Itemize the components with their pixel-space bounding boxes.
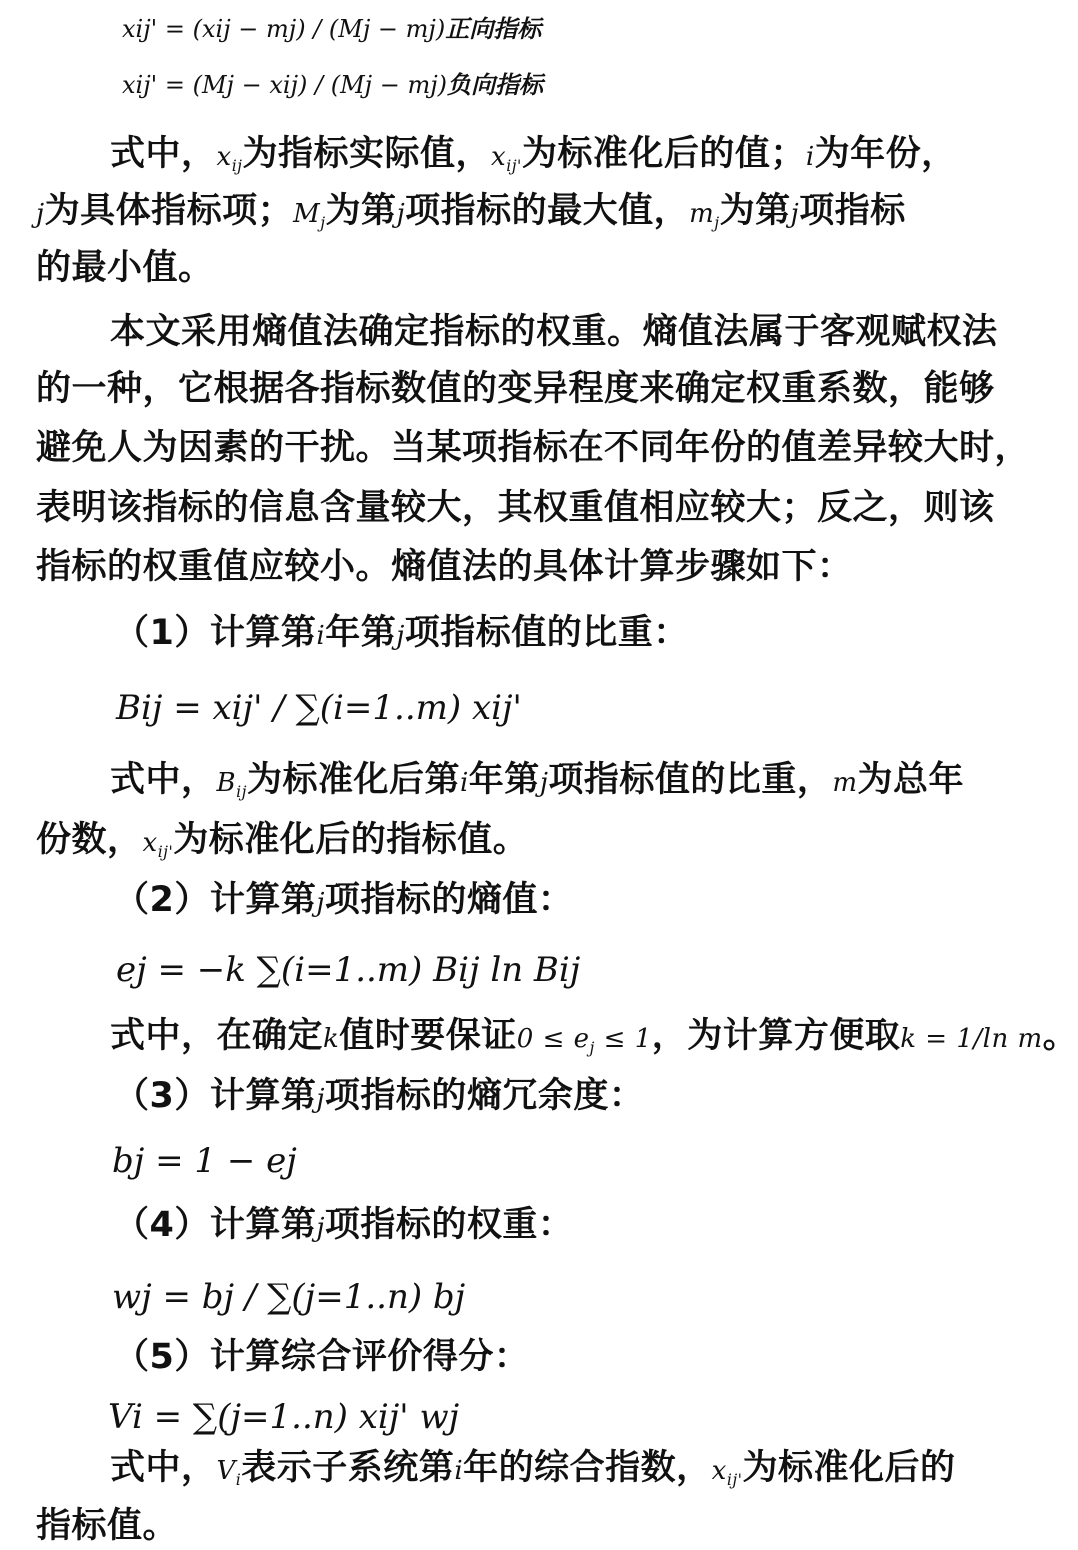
paragraph-line: 式中，$x_{ij}$为指标实际值，$x_{ij'}$为标准化后的值；i为年份， <box>110 134 957 176</box>
step-heading: （1）计算第i年第j项指标值的比重： <box>114 613 689 653</box>
paragraph-line: 的一种，它根据各指标数值的变异程度来确定权重系数，能够 <box>36 369 995 409</box>
paragraph-line: 本文采用熵值法确定指标的权重。熵值法属于客观赋权法 <box>110 312 998 352</box>
step-heading: （4）计算第j项指标的权重： <box>114 1205 574 1245</box>
score-formula: Vi = ∑(j=1..n) xij' wj <box>108 1397 460 1437</box>
paragraph-line: 避免人为因素的干扰。当某项指标在不同年份的值差异较大时， <box>36 428 1031 468</box>
step-heading: （5）计算综合评价得分： <box>114 1337 530 1377</box>
step-heading: （3）计算第j项指标的熵冗余度： <box>114 1076 645 1116</box>
redundancy-formula: bj = 1 − ej <box>112 1141 297 1181</box>
entropy-formula: ej = −k ∑(i=1..m) Bij ln Bij <box>116 950 581 990</box>
paragraph-line: 式中，$V_i$表示子系统第i年的综合指数，$x_{ij'}$为标准化后的 <box>110 1448 956 1490</box>
paragraph-line: 份数，$x_{ij'}$为标准化后的指标值。 <box>36 820 529 862</box>
paragraph-line: 式中，在确定k值时要保证$0 \le e_j \le 1$，为计算方便取k = 1/ln m。 <box>110 1016 1078 1058</box>
step-heading: （2）计算第j项指标的熵值： <box>114 880 574 920</box>
positive-indicator-formula: xij' = (xij − mj) / (Mj − mj)正向指标 <box>122 15 542 43</box>
proportion-formula: Bij = xij' / ∑(i=1..m) xij' <box>116 688 522 728</box>
paragraph-line: 的最小值。 <box>36 248 214 288</box>
paragraph-line: 指标值。 <box>36 1506 179 1546</box>
paragraph-line: 指标的权重值应较小。熵值法的具体计算步骤如下： <box>36 547 853 587</box>
negative-indicator-formula: xij' = (Mj − xij) / (Mj − mj)负向指标 <box>122 71 544 99</box>
weight-formula: wj = bj / ∑(j=1..n) bj <box>112 1277 466 1317</box>
paragraph-line: j为具体指标项；$M_j$为第j项指标的最大值，$m_j$为第j项指标 <box>36 191 906 233</box>
paragraph-line: 式中，$B_{ij}$为标准化后第i年第j项指标值的比重，m为总年 <box>110 760 965 802</box>
paragraph-line: 表明该指标的信息含量较大，其权重值相应较大；反之，则该 <box>36 488 995 528</box>
